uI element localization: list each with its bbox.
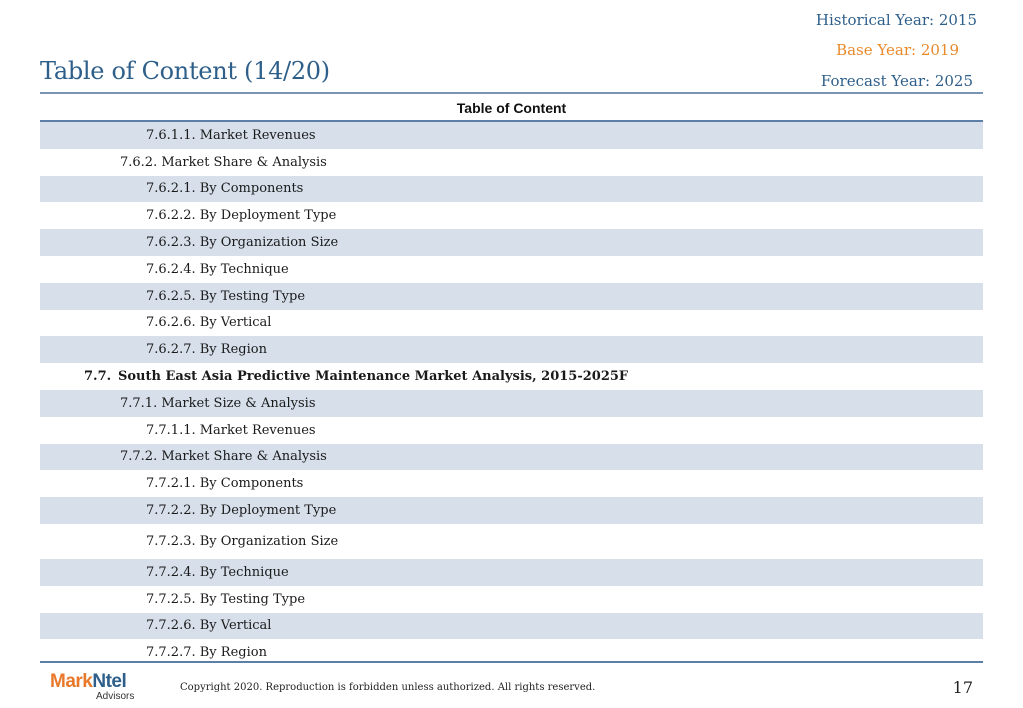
copyright-notice: Copyright 2020. Reproduction is forbidden unless authorized. All rights reserved. [180, 682, 596, 693]
toc-row [40, 470, 983, 497]
toc-row [40, 202, 983, 229]
logo-mark-text: Mark [50, 671, 93, 692]
bottom-divider [40, 661, 983, 663]
markntel-logo [50, 671, 135, 702]
toc-row [40, 444, 983, 471]
toc-row [40, 256, 983, 283]
toc-row-text: 7.6.2.6. By Vertical [146, 315, 272, 331]
historical-year: Historical Year: 2015 [815, 11, 977, 29]
toc-row-text: 7.6.2.4. By Technique [146, 261, 289, 277]
top-divider [40, 92, 983, 94]
toc-row [40, 176, 983, 203]
toc-row [40, 417, 983, 444]
toc-row-text: 7.6.2. Market Share & Analysis [120, 154, 327, 170]
toc-row-text: 7.7.2.5. By Testing Type [146, 591, 306, 607]
toc-row-text: 7.7.1. Market Size & Analysis [120, 395, 316, 411]
toc-row-text: 7.6.2.5. By Testing Type [146, 288, 306, 304]
toc-row-text: 7.7.1.1. Market Revenues [146, 422, 316, 438]
toc-row [40, 283, 983, 310]
toc-list [40, 122, 983, 666]
toc-row-text: 7.6.2.7. By Region [146, 342, 267, 358]
toc-row [40, 149, 983, 176]
toc-row-text: 7.7.2.1. By Components [146, 476, 304, 492]
page-title: Table of Content (14/20) [40, 57, 330, 85]
logo-subtitle: Advisors [96, 691, 135, 702]
toc-header: Table of Content [456, 100, 567, 116]
toc-row-text: 7.6.2.1. By Components [146, 181, 304, 197]
toc-row-text: 7.6.2.2. By Deployment Type [146, 208, 337, 224]
forecast-year: Forecast Year: 2025 [820, 72, 973, 90]
toc-row [40, 390, 983, 417]
toc-row [40, 497, 983, 524]
toc-row-text: 7.7.2. Market Share & Analysis [120, 449, 327, 465]
toc-row [40, 229, 983, 256]
toc-row [40, 122, 983, 149]
logo-ntel-text: Ntel [92, 671, 127, 692]
toc-row [40, 613, 983, 640]
toc-row [40, 310, 983, 337]
toc-row-text: 7.6.1.1. Market Revenues [146, 127, 316, 143]
toc-row-text: 7.7.2.7. By Region [146, 645, 267, 661]
toc-row-text: 7.7.2.2. By Deployment Type [146, 503, 337, 519]
toc-row-text: 7.7.2.3. By Organization Size [146, 533, 339, 549]
toc-row [40, 559, 983, 586]
toc-row [40, 363, 983, 390]
toc-row-text: 7.7.2.6. By Vertical [146, 618, 272, 634]
toc-row [40, 336, 983, 363]
toc-row-text: South East Asia Predictive Maintenance Market Analysis, 2015-2025F [118, 369, 629, 385]
page-number: 17 [952, 678, 973, 697]
toc-row-text: 7.7.2.4. By Technique [146, 564, 289, 580]
toc-row [40, 524, 983, 559]
base-year: Base Year: 2019 [836, 41, 959, 59]
toc-row-number: 7.7. [84, 369, 112, 385]
toc-row-text: 7.6.2.3. By Organization Size [146, 235, 339, 251]
toc-row [40, 586, 983, 613]
